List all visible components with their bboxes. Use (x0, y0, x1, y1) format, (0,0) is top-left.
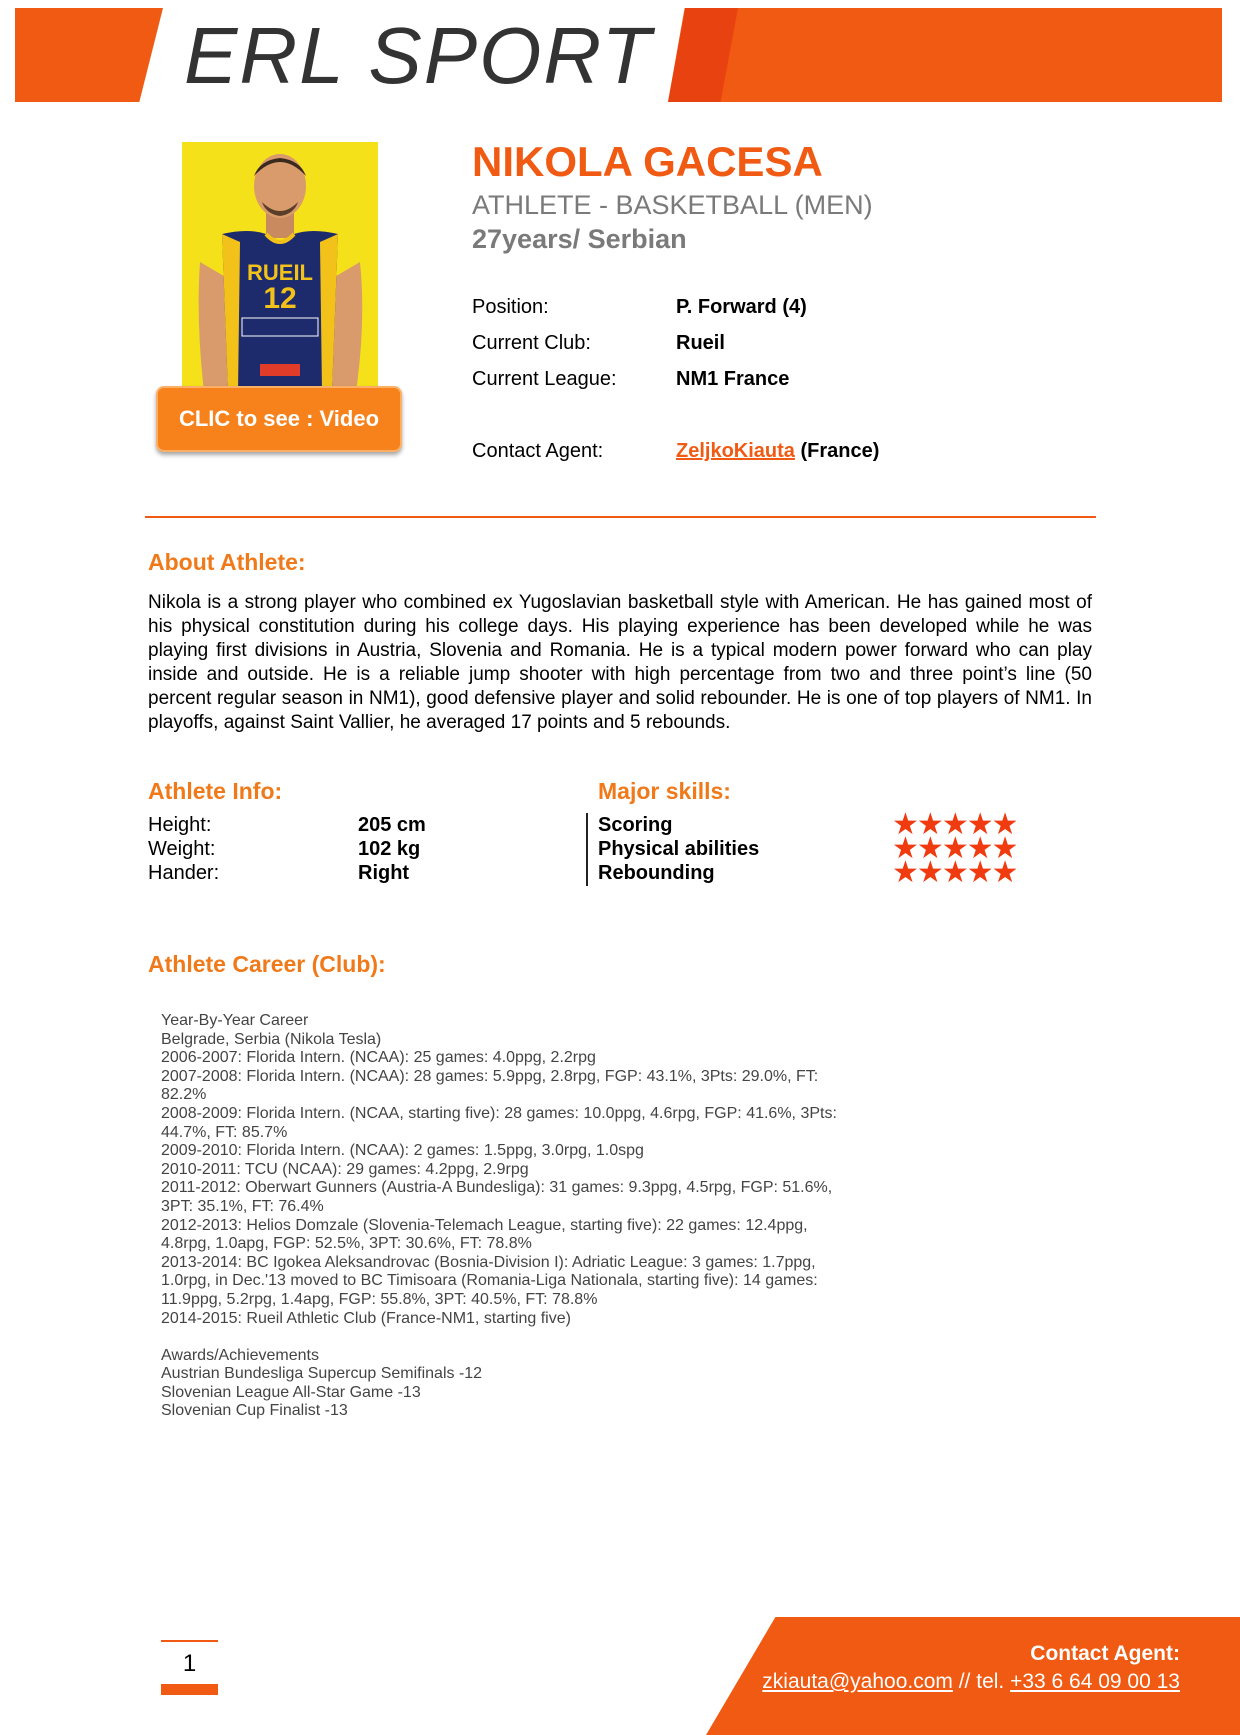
star-icon: ★ (941, 856, 967, 889)
weight-value: 102 kg (358, 838, 421, 860)
league-label: Current League: (472, 368, 617, 390)
agent-name-link[interactable]: ZeljkoKiauta (676, 440, 795, 462)
skill-scoring-label: Scoring (598, 814, 673, 836)
career-line: Slovenian League All-Star Game -13 (161, 1383, 421, 1401)
star-icon: ★ (941, 808, 967, 841)
jersey-team: RUEIL (247, 260, 313, 285)
athlete-age-nationality: 27years/ Serbian (472, 224, 687, 254)
star-icon: ★ (916, 832, 942, 865)
career-list (161, 1012, 921, 1421)
about-text: Nikola is a strong player who combined ex Yugoslavian basketball style with American. He has gained most of his physical constitution during his college days. His playing experience has been developed while he was playing first divisions in Austria, Slovenia and Romania. He is a typical modern power forward who can play inside and outside. He is a reliable jump shooter with high percentage from two and three point’s line (50 percent regular season in NM1), good defensive player and solid rebounder. He is one of top players of NM1. In playoffs, against Saint Vallier, he averaged 17 points and 5 rebounds. (148, 592, 1092, 733)
club-label: Current Club: (472, 332, 591, 354)
star-icon: ★ (991, 832, 1017, 865)
career-line: 3PT: 35.1%, FT: 76.4% (161, 1197, 324, 1215)
brand-logo: ERL SPORT (184, 11, 653, 100)
career-line: 2006-2007: Florida Intern. (NCAA): 25 games: 4.0ppg, 2.2rpg (161, 1049, 596, 1067)
position-value: P. Forward (4) (676, 296, 807, 318)
info-heading: Athlete Info: (148, 778, 283, 804)
page-number: 1 (182, 1650, 197, 1677)
career-line: 2011-2012: Oberwart Gunners (Austria-A Bundesliga): 31 games: 9.3ppg, 4.5rpg, FGP: 51.6%, (161, 1179, 833, 1197)
height-label: Height: (148, 814, 212, 836)
athlete-subtitle: ATHLETE - BASKETBALL (MEN) (472, 190, 873, 220)
career-line: Year-By-Year Career (161, 1012, 309, 1029)
career-line: 4.8rpg, 1.0apg, FGP: 52.5%, 3PT: 30.6%, FT: 78.8% (161, 1235, 532, 1253)
jersey-number: 12 (263, 282, 297, 315)
position-label: Position: (472, 296, 549, 318)
star-icon: ★ (966, 832, 992, 865)
contact-agent-value (676, 440, 879, 463)
contact-agent-label: Contact Agent: (472, 440, 604, 462)
career-line: 2009-2010: Florida Intern. (NCAA): 2 games: 1.5ppg, 3.0rpg, 1.0spg (161, 1142, 644, 1160)
star-icon: ★ (916, 808, 942, 841)
career-line: 2014-2015: Rueil Athletic Club (France-NM1, starting five) (161, 1309, 571, 1327)
star-icon: ★ (916, 856, 942, 889)
career-heading: Athlete Career (Club): (148, 951, 386, 977)
athlete-photo (182, 142, 378, 392)
skill-physical-label: Physical abilities (598, 838, 760, 860)
star-icon: ★ (892, 832, 917, 865)
agent-country: (France) (800, 440, 880, 462)
hander-label: Hander: (148, 862, 220, 884)
career-line: 2012-2013: Helios Domzale (Slovenia-Telemach League, starting five): 22 games: 12.4ppg, (161, 1216, 808, 1234)
weight-label: Weight: (148, 838, 216, 860)
skills-divider (586, 813, 588, 886)
league-value: NM1 France (676, 368, 790, 390)
career-line: 44.7%, FT: 85.7% (161, 1123, 288, 1141)
skills-heading: Major skills: (598, 778, 731, 804)
header-left-bar (15, 8, 163, 102)
video-button[interactable]: CLIC to see : Video (156, 386, 402, 452)
header-right-bar (668, 8, 1222, 102)
star-icon: ★ (991, 808, 1017, 841)
star-icon: ★ (941, 832, 967, 865)
club-value: Rueil (676, 332, 725, 354)
page-number-top-bar (161, 1640, 218, 1642)
star-icon: ★ (991, 856, 1017, 889)
star-icon: ★ (966, 856, 992, 889)
page-number-bottom-bar (161, 1684, 218, 1695)
career-line: Slovenian Cup Finalist -13 (161, 1402, 348, 1420)
career-line: Awards/Achievements (161, 1346, 319, 1364)
star-icon: ★ (892, 808, 917, 841)
section-divider (145, 516, 1096, 518)
career-line: Belgrade, Serbia (Nikola Tesla) (161, 1030, 382, 1048)
career-line: 2008-2009: Florida Intern. (NCAA, starting five): 28 games: 10.0ppg, 4.6rpg, FGP: 41.6%, 3Pts: (161, 1104, 837, 1122)
star-icon: ★ (892, 856, 917, 889)
skill-rebounding-stars (892, 858, 1017, 888)
career-line: 2010-2011: TCU (NCAA): 29 games: 4.2ppg, 2.9rpg (161, 1160, 529, 1178)
footer-contact-title: Contact Agent: (1030, 1642, 1180, 1665)
footer-tel-prefix: // tel. (952, 1670, 1011, 1693)
skill-rebounding-label: Rebounding (598, 862, 715, 884)
star-icon: ★ (966, 808, 992, 841)
footer-email-link[interactable]: zkiauta@yahoo.com (762, 1670, 953, 1693)
about-heading: About Athlete: (148, 549, 306, 575)
career-line (161, 1328, 921, 1347)
footer-contact-line (762, 1670, 1180, 1694)
footer-phone-link[interactable]: +33 6 64 09 00 13 (1010, 1670, 1180, 1693)
career-line: 82.2% (161, 1086, 207, 1104)
career-line: 11.9ppg, 5.2rpg, 1.4apg, FGP: 55.8%, 3PT: 40.5%, FT: 78.8% (161, 1290, 598, 1308)
career-line: 2013-2014: BC Igokea Aleksandrovac (Bosnia-Division I): Adriatic League: 3 games: 1.7ppg, (161, 1253, 816, 1271)
height-value: 205 cm (358, 814, 426, 836)
career-line: Austrian Bundesliga Supercup Semifinals -12 (161, 1365, 483, 1383)
career-line: 2007-2008: Florida Intern. (NCAA): 28 games: 5.9ppg, 2.8rpg, FGP: 43.1%, 3Pts: 29.0%, FT: (161, 1067, 819, 1085)
athlete-name: NIKOLA GACESA (472, 138, 823, 185)
career-line: 1.0rpg, in Dec.'13 moved to BC Timisoara (Romania-Liga Nationala, starting five): 14 games: (161, 1272, 818, 1290)
hander-value: Right (358, 862, 410, 884)
